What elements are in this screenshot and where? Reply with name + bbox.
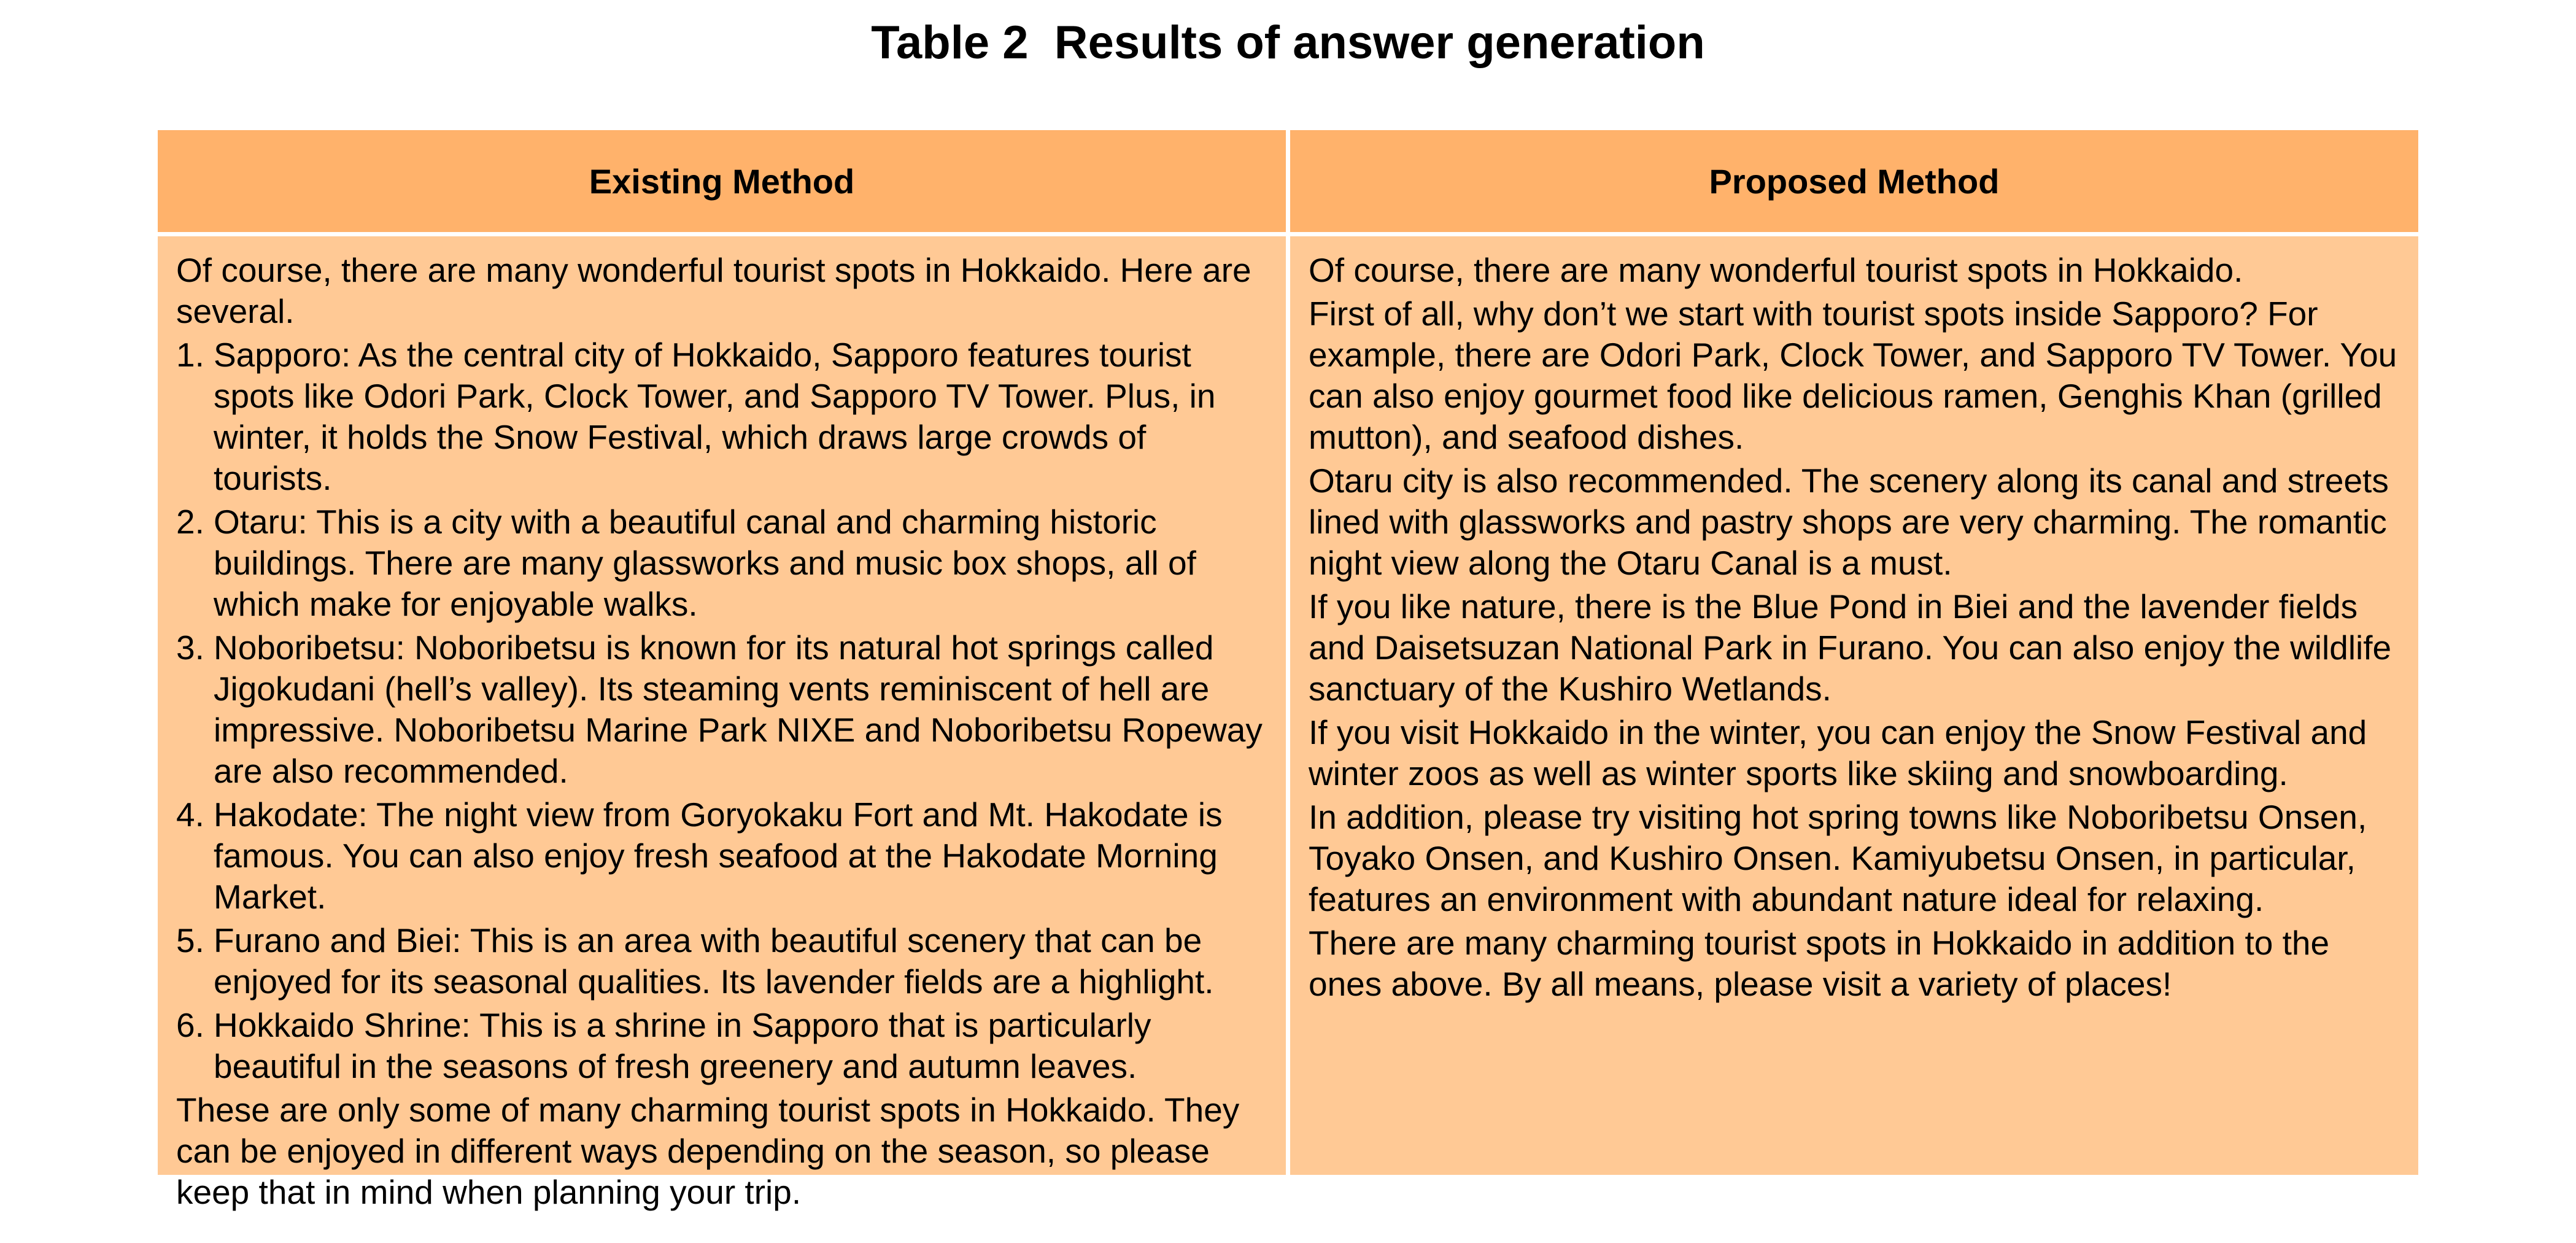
cell-existing-method [158, 236, 1286, 1211]
column-header-proposed: Proposed Method [1290, 130, 2418, 232]
list-item [176, 794, 1267, 918]
list-item-number: 3. [176, 629, 204, 667]
list-item-number: 6. [176, 1006, 204, 1044]
list-item-number: 1. [176, 336, 204, 374]
list-item-text: Hokkaido Shrine: This is a shrine in Sapporo that is particularly beautiful in the seasons of fresh greenery and autumn leaves. [214, 1006, 1151, 1085]
proposed-paragraph: First of all, why don’t we start with tourist spots inside Sapporo? For example, there are Odori Park, Clock Tower, and Sapporo TV Tower. You can also enjoy gourmet food like delicious ramen, Genghis Khan (grilled mutton), and seafood dishes. [1309, 295, 2397, 456]
list-item-text: Sapporo: As the central city of Hokkaido, Sapporo features tourist spots like Odori Park, Clock Tower, and Sapporo TV Tower. Plus, in winter, it holds the Snow Festival, which draws large crowds of tourists. [214, 336, 1216, 497]
list-item-text: Noboribetsu: Noboribetsu is known for its natural hot springs called Jigokudani (hell’s valley). Its steaming vents reminiscent of hell are impressive. Noboribetsu Marine Park NIXE and Noboribetsu Ropeway are also recommended. [214, 629, 1263, 790]
list-item-number: 5. [176, 921, 204, 959]
list-item [176, 501, 1267, 625]
list-item-text: Otaru: This is a city with a beautiful canal and charming historic buildings. There are many glassworks and music box shops, all of which make for enjoyable walks. [214, 503, 1196, 623]
proposed-paragraph: If you like nature, there is the Blue Pond in Biei and the lavender fields and Daisetsuzan National Park in Furano. You can also enjoy the wildlife sanctuary of the Kushiro Wetlands. [1309, 587, 2392, 708]
proposed-paragraph: In addition, please try visiting hot spring towns like Noboribetsu Onsen, Toyako Onsen, and Kushiro Onsen. Kamiyubetsu Onsen, in particular, features an environment with abundant nature ideal for relaxing. [1309, 798, 2367, 918]
table-title: Table 2 Results of answer generation [871, 17, 1705, 69]
list-item [176, 335, 1267, 499]
list-item [176, 1005, 1267, 1087]
results-table [158, 130, 2418, 1211]
proposed-paragraph: There are many charming tourist spots in Hokkaido in addition to the ones above. By all means, please visit a variety of places! [1309, 924, 2330, 1003]
proposed-paragraph: Of course, there are many wonderful tourist spots in Hokkaido. [1309, 251, 2243, 289]
list-item [176, 920, 1267, 1002]
list-item-text: Hakodate: The night view from Goryokaku Fort and Mt. Hakodate is famous. You can also enjoy fresh seafood at the Hakodate Morning Market. [214, 796, 1223, 916]
column-header-existing: Existing Method [158, 130, 1286, 232]
list-item [176, 627, 1267, 792]
list-item-number: 2. [176, 503, 204, 541]
proposed-paragraph: Otaru city is also recommended. The scenery along its canal and streets lined with glassworks and pastry shops are very charming. The romantic night view along the Otaru Canal is a must. [1309, 462, 2389, 582]
existing-outro: These are only some of many charming tourist spots in Hokkaido. They can be enjoyed in different ways depending on the season, so please keep that in mind when planning your trip. [176, 1091, 1240, 1211]
list-item-text: Furano and Biei: This is an area with beautiful scenery that can be enjoyed for its seasonal qualities. Its lavender fields are a highlight. [214, 921, 1214, 1001]
proposed-paragraph: If you visit Hokkaido in the winter, you can enjoy the Snow Festival and winter zoos as well as winter sports like skiing and snowboarding. [1309, 713, 2367, 792]
cell-proposed-method [1290, 236, 2418, 1175]
existing-intro: Of course, there are many wonderful tourist spots in Hokkaido. Here are several. [176, 251, 1251, 330]
list-item-number: 4. [176, 796, 204, 834]
existing-spot-list [176, 335, 1267, 1087]
